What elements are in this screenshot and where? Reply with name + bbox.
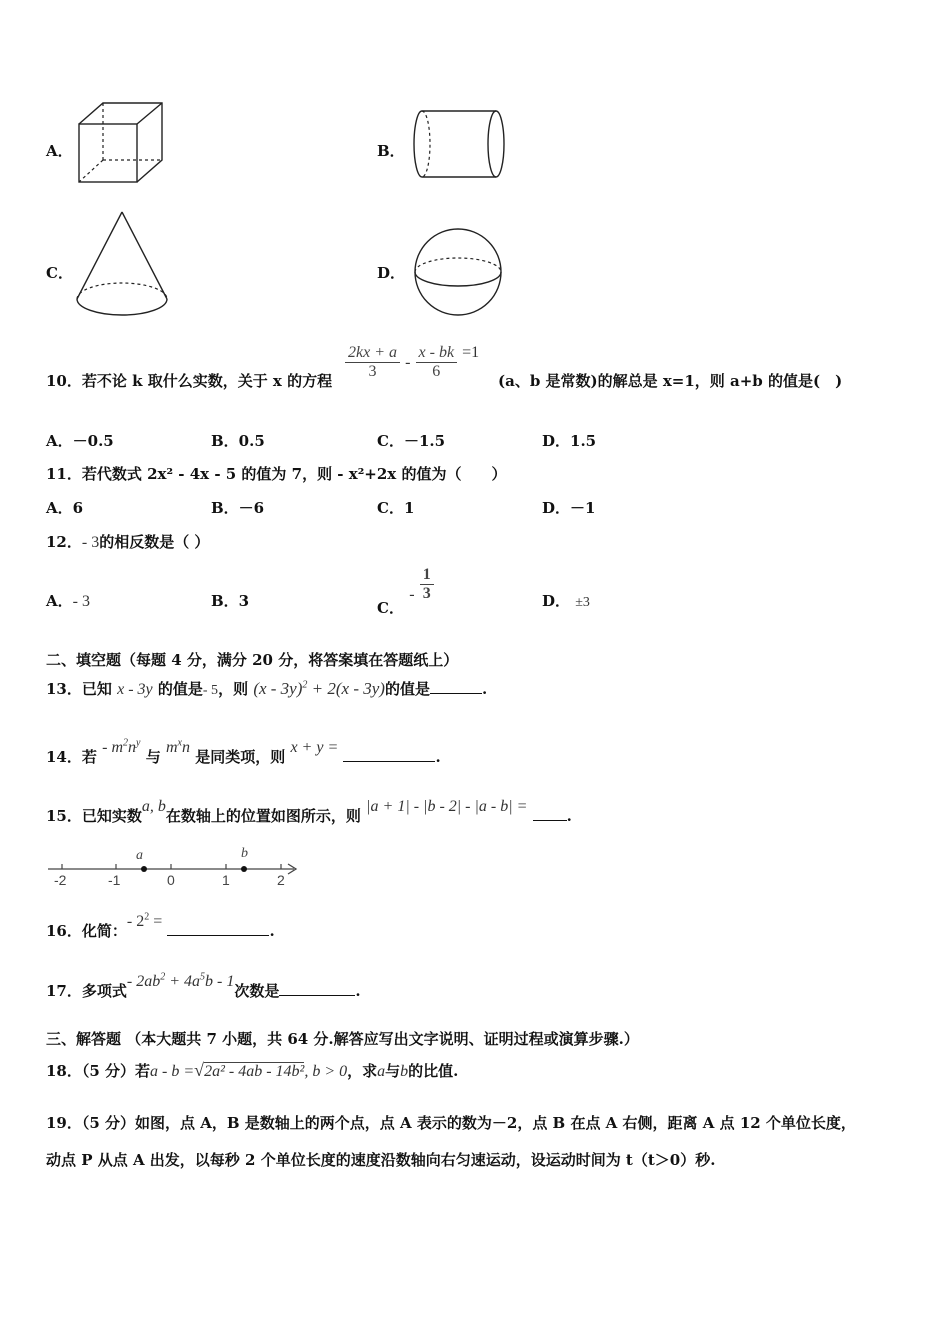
q10-prefix: 10．若不论 k 取什么实数，关于 x 的方程	[46, 372, 333, 390]
q14-mid: 与	[145, 748, 161, 766]
cylinder-icon	[412, 108, 506, 180]
tick-label-neg1: -1	[108, 872, 121, 888]
q10-option-c: C．－1.5	[377, 432, 446, 450]
q16-end: .	[269, 922, 275, 940]
q14-term2-end: n	[181, 739, 190, 756]
q15-prefix: 15．已知实数	[46, 807, 142, 825]
q18-sqrt-body: 2a² - 4ab - 14b²	[204, 1063, 305, 1080]
q13-prefix: 13．已知	[46, 680, 112, 698]
q18-stem	[46, 1060, 458, 1081]
option-d-label: D．	[377, 264, 406, 282]
q17-expr-part3: b - 1	[205, 973, 235, 990]
sphere-icon	[412, 226, 504, 318]
q19-line-1: 19．（5 分）如图，点 A，B 是数轴上的两个点，点 A 表示的数为－2，点 B 在点 A 右侧，距离 A 点 12 个单位长度，	[46, 1114, 856, 1132]
q13-expr2-exponent: 2	[302, 679, 308, 691]
q18-condition: , b > 0	[304, 1063, 348, 1080]
q10-option-a: A．－0.5	[46, 432, 114, 450]
q17-prefix: 17．多项式	[46, 982, 127, 1000]
q15-vars: a, b	[141, 798, 166, 815]
q11-option-c: C．1	[377, 499, 415, 517]
q12-option-d	[542, 590, 590, 611]
q18-mid: ，求	[347, 1062, 378, 1080]
q15-answer-blank[interactable]	[533, 806, 567, 821]
q16-answer-blank[interactable]	[167, 921, 269, 936]
cube-icon	[78, 102, 164, 184]
option-c-label: C．	[46, 264, 73, 282]
sqrt-icon: √	[194, 1060, 205, 1080]
q12-option-c-label: C．	[377, 598, 404, 617]
q13-expr2-base: (x - 3y)	[253, 679, 303, 698]
section-3-heading: 三、解答题 （本大题共 7 小题，共 64 分.解答应写出文字说明、证明过程或演算步骤.）	[46, 1030, 639, 1048]
tick-label-neg2: -2	[54, 872, 67, 888]
q16-equals: =	[153, 913, 163, 930]
q12-option-c	[377, 566, 434, 617]
q18-mid2: 与	[385, 1062, 401, 1080]
q18-var-b: b	[400, 1063, 409, 1080]
q10-fraction-2	[416, 344, 458, 381]
q10-frac1-den: 3	[368, 363, 377, 380]
q12-option-b: B．3	[211, 592, 250, 610]
q17-exp2: 5	[200, 971, 205, 983]
q12-stem-math: - 3	[81, 534, 100, 551]
tick-label-2: 2	[277, 872, 285, 888]
q10-frac1-num: 2kx + a	[345, 344, 400, 363]
q18-prefix: 18．（5 分）若	[46, 1062, 151, 1080]
q14-term2-base: m	[165, 739, 178, 756]
q14-term2	[166, 739, 190, 756]
cone-icon	[74, 210, 170, 320]
q15-number-line	[46, 846, 306, 892]
q12-option-c-sign: -	[409, 585, 415, 603]
q14-expr: x + y =	[290, 739, 339, 756]
q18-lhs: a - b =	[150, 1063, 195, 1080]
q12-option-d-label: D．	[542, 592, 571, 610]
q13-suffix: 的值是	[384, 680, 430, 698]
q14-term1	[102, 739, 140, 756]
q13-expr1: x - 3y	[117, 681, 153, 698]
q13-stem	[46, 678, 487, 699]
q10-frac2-den: 6	[432, 363, 441, 380]
point-b-label: b	[241, 846, 248, 861]
point-a-label: a	[136, 848, 143, 863]
q14-term1-exp2: y	[136, 737, 141, 749]
q12-c-num: 1	[420, 566, 434, 585]
q13-expr2	[253, 679, 385, 698]
q18-suffix: 的比值.	[408, 1062, 459, 1080]
q10-option-d: D．1.5	[542, 432, 597, 450]
q19-line-2: 动点 P 从点 A 出发，以每秒 2 个单位长度的速度沿数轴向右匀速运动，设运动时间为 t（t＞0）秒.	[46, 1151, 716, 1169]
q12-option-a-label: A．	[46, 592, 73, 610]
q10-stem	[46, 370, 332, 391]
q17-expr-part1: - 2ab	[126, 973, 161, 990]
tick-label-0: 0	[167, 872, 175, 888]
q17-suffix: 次数是	[234, 982, 280, 1000]
q10-suffix: (a、b 是常数)的解总是 x=1，则 a+b 的值是( )	[498, 372, 843, 390]
q16-expr-base: - 2	[126, 913, 145, 930]
q14-end: .	[435, 748, 441, 766]
q11-stem: 11．若代数式 2x² - 4x - 5 的值为 7，则 - x²+2x 的值为（ ）	[46, 465, 507, 483]
q12-suffix: 的相反数是（ ）	[99, 533, 210, 551]
q14-term2-exp: x	[177, 737, 182, 749]
q16-expr-exp: 2	[144, 911, 150, 923]
q16-expr	[127, 913, 162, 930]
q10-frac2-num: x - bk	[416, 344, 458, 363]
q17-answer-blank[interactable]	[279, 981, 355, 996]
q14-term1-mid: n	[128, 739, 136, 756]
section-2-heading: 二、填空题（每题 4 分，满分 20 分，将答案填在答题纸上）	[46, 651, 459, 669]
q13-value: - 5	[202, 683, 219, 698]
q17-expr-part2: + 4a	[169, 973, 200, 990]
q12-stem	[46, 531, 209, 552]
q10-minus: -	[405, 354, 411, 371]
number-line-axis	[46, 846, 306, 892]
q12-prefix: 12．	[46, 533, 82, 551]
q12-option-a	[46, 590, 90, 611]
q14-prefix: 14．若	[46, 748, 97, 766]
q14-mid2: 是同类项，则	[195, 748, 286, 766]
q13-expr3: + 2(x - 3y)	[311, 679, 385, 698]
option-a-label: A．	[46, 142, 73, 160]
q17-stem	[46, 970, 361, 1000]
q14-stem	[46, 736, 441, 766]
q11-option-b: B．－6	[211, 499, 265, 517]
q16-prefix: 16．化简：	[46, 922, 127, 940]
tick-label-1: 1	[222, 872, 230, 888]
q16-stem	[46, 910, 275, 940]
q13-end: .	[481, 680, 488, 698]
q12-option-a-value: - 3	[72, 593, 90, 610]
q15-stem	[46, 795, 572, 825]
q15-mid: 在数轴上的位置如图所示，则	[165, 807, 361, 825]
q15-expr: |a + 1| - |b - 2| - |a - b| =	[366, 798, 528, 815]
q13-answer-blank[interactable]	[430, 679, 482, 694]
q12-c-den: 3	[422, 585, 431, 602]
q10-equation	[345, 344, 479, 381]
q10-fraction-1	[345, 344, 400, 381]
q13-mid2: ，则	[218, 680, 249, 698]
q10-equals: =1	[462, 344, 480, 361]
q12-option-c-fraction	[420, 566, 434, 603]
q15-end: .	[566, 807, 572, 825]
q14-term1-exp1: 2	[123, 737, 128, 749]
option-b-label: B．	[377, 142, 405, 160]
q14-answer-blank[interactable]	[343, 747, 435, 762]
q10-option-b: B．0.5	[211, 432, 265, 450]
q17-end: .	[355, 982, 361, 1000]
q11-option-d: D．－1	[542, 499, 596, 517]
q13-mid1: 的值是	[157, 680, 203, 698]
q17-expr	[127, 973, 234, 990]
q11-option-a: A．6	[46, 499, 84, 517]
q14-term1-base: - m	[102, 739, 123, 756]
q18-var-a: a	[377, 1063, 386, 1080]
q17-exp1: 2	[160, 971, 166, 983]
q12-option-d-value: ±3	[575, 595, 590, 610]
